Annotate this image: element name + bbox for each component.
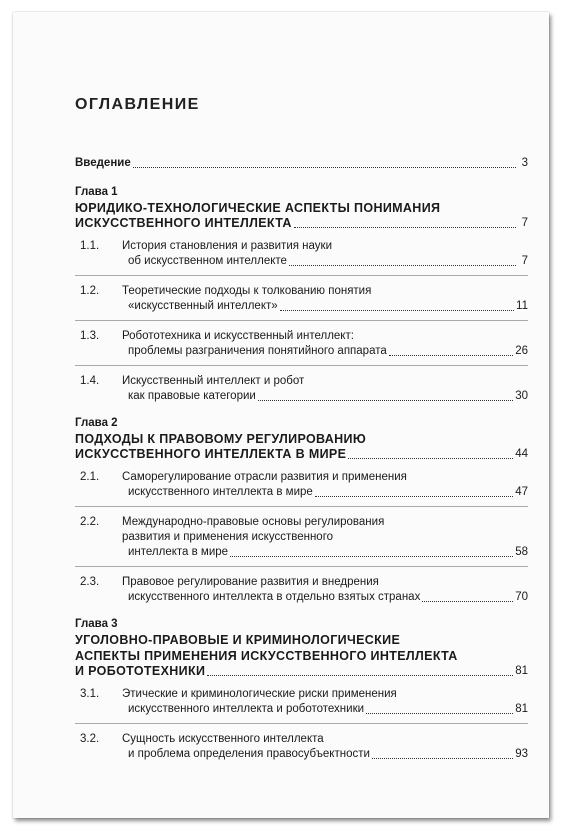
dot-leader <box>230 556 513 557</box>
dot-leader <box>207 675 513 676</box>
chapter-title-line: ПОДХОДЫ К ПРАВОВОМУ РЕГУЛИРОВАНИЮ <box>75 432 367 446</box>
toc-entry-intro[interactable] <box>75 156 528 171</box>
section-title-line: Правовое регулирование развития и внедрения <box>122 576 379 588</box>
section-number: 2.1. <box>80 471 100 483</box>
toc-entry-text: «искусственный интеллект» <box>128 300 278 312</box>
toc-entry-text: искусственного интеллекта в мире <box>128 486 313 498</box>
page-title: ОГЛАВЛЕНИЕ <box>75 96 200 113</box>
toc-entry-section[interactable] <box>122 299 528 314</box>
section-number: 3.1. <box>80 688 100 700</box>
chapter-title-line: УГОЛОВНО-ПРАВОВЫЕ И КРИМИНОЛОГИЧЕСКИЕ <box>75 633 401 647</box>
section-body <box>122 374 528 404</box>
toc-page-number: 26 <box>515 345 528 357</box>
toc-page-number: 81 <box>515 703 528 715</box>
toc-entry-section[interactable] <box>122 702 528 717</box>
section-title-line: Саморегулирование отрасли развития и применения <box>122 471 407 483</box>
section-number: 1.2. <box>80 285 100 297</box>
dot-leader <box>280 310 514 311</box>
chapter-block <box>75 185 528 410</box>
toc-entry-section[interactable] <box>122 545 528 560</box>
chapter-title-line: ЮРИДИКО-ТЕХНОЛОГИЧЕСКИЕ АСПЕКТЫ ПОНИМАНИЯ <box>75 201 441 215</box>
toc-entry-text: интеллекта в мире <box>128 546 229 558</box>
dot-leader <box>366 713 513 714</box>
toc-entry-section[interactable] <box>122 590 528 605</box>
toc-section <box>75 284 528 321</box>
toc-entry-section[interactable] <box>122 389 528 404</box>
toc-section <box>75 515 528 567</box>
section-title-line: Искусственный интеллект и робот <box>122 375 305 387</box>
section-number: 1.1. <box>80 240 100 252</box>
dot-leader <box>422 601 513 602</box>
section-title-line: Международно-правовые основы регулирования <box>122 516 385 528</box>
toc-section <box>75 329 528 366</box>
toc-entry-section[interactable] <box>122 485 528 500</box>
toc-page-number: 44 <box>515 448 528 460</box>
section-title-line: Этические и криминологические риски применения <box>122 688 397 700</box>
section-body <box>122 687 528 717</box>
chapter-block <box>75 617 528 768</box>
toc-entry-section[interactable] <box>122 254 528 269</box>
section-body <box>122 575 528 605</box>
chapter-label: Глава 1 <box>75 186 118 198</box>
toc-section <box>75 470 528 507</box>
section-title-line: Сущность искусственного интеллекта <box>122 733 324 745</box>
toc-page-number: 93 <box>515 748 528 760</box>
toc-entry-label: Введение <box>75 157 131 169</box>
section-number: 1.4. <box>80 375 100 387</box>
toc-page-number: 7 <box>521 255 528 267</box>
section-number: 2.2. <box>80 516 100 528</box>
toc-entry-text: искусственного интеллекта в отдельно взятых странах <box>128 591 421 603</box>
toc-entry-text: об искусственном интеллекте <box>128 255 287 267</box>
toc-page-number: 11 <box>516 300 528 312</box>
toc-section <box>75 687 528 724</box>
section-body <box>122 329 528 359</box>
toc-entry-chapter[interactable] <box>75 216 528 231</box>
toc-page-number: 3 <box>521 157 528 169</box>
section-title-line: История становления и развития науки <box>122 240 332 252</box>
toc-section <box>75 239 528 276</box>
toc-page-number: 30 <box>515 390 528 402</box>
toc-entry-section[interactable] <box>122 344 528 359</box>
section-title-line: Теоретические подходы к толкованию понятия <box>122 285 372 297</box>
dot-leader <box>289 265 516 266</box>
toc-page-number: 7 <box>521 217 528 229</box>
dot-leader <box>348 458 513 459</box>
section-number: 2.3. <box>80 576 100 588</box>
toc-entry-text: ИСКУССТВЕННОГО ИНТЕЛЛЕКТА В МИРЕ <box>75 447 347 461</box>
toc-entry-chapter[interactable] <box>75 447 528 462</box>
toc-entry-chapter[interactable] <box>75 664 528 679</box>
dot-leader <box>315 496 513 497</box>
chapter-title-line: АСПЕКТЫ ПРИМЕНЕНИЯ ИСКУССТВЕННОГО ИНТЕЛЛЕКТА <box>75 649 458 663</box>
section-number: 1.3. <box>80 330 100 342</box>
toc-page-number: 47 <box>515 486 528 498</box>
toc-entry-text: И РОБОТОТЕХНИКИ <box>75 664 206 678</box>
dot-leader <box>258 400 513 401</box>
book-page <box>13 12 549 818</box>
toc-entry-text: искусственного интеллекта и робототехники <box>128 703 365 715</box>
toc-entry-text: ИСКУССТВЕННОГО ИНТЕЛЛЕКТА <box>75 216 292 230</box>
chapter-block <box>75 416 528 611</box>
toc-entry-text: проблемы разграничения понятийного аппарата <box>128 345 387 357</box>
toc-section <box>75 575 528 611</box>
dot-leader <box>133 167 516 168</box>
section-body <box>122 239 528 269</box>
toc-page-number: 58 <box>515 546 528 558</box>
section-body <box>122 284 528 314</box>
table-of-contents <box>75 96 528 774</box>
dot-leader <box>372 758 513 759</box>
dot-leader <box>389 355 513 356</box>
toc-entry-section[interactable] <box>122 747 528 762</box>
toc-page-number: 70 <box>515 591 528 603</box>
toc-entry-text: и проблема определения правосубъектности <box>128 748 370 760</box>
section-title-line: Робототехника и искусственный интеллект: <box>122 330 354 342</box>
section-number: 3.2. <box>80 733 100 745</box>
chapter-label: Глава 3 <box>75 618 118 630</box>
toc-section <box>75 374 528 410</box>
section-body <box>122 515 528 560</box>
chapter-label: Глава 2 <box>75 417 118 429</box>
section-title-line: развития и применения искусственного <box>122 531 334 543</box>
section-body <box>122 732 528 762</box>
toc-entry-text: как правовые категории <box>128 390 256 402</box>
toc-section <box>75 732 528 768</box>
section-body <box>122 470 528 500</box>
toc-page-number: 81 <box>515 665 528 677</box>
dot-leader <box>294 227 516 228</box>
chapter-list <box>75 185 528 768</box>
